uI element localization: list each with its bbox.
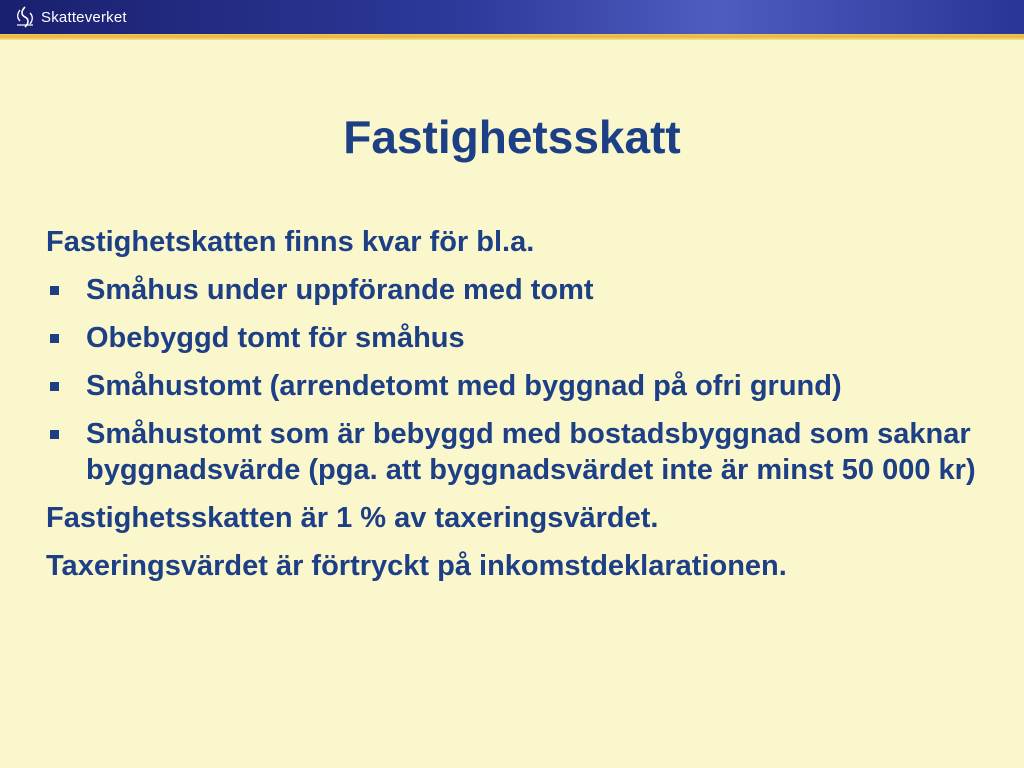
logo-text: Skatteverket — [41, 8, 127, 26]
slide-content — [46, 224, 996, 596]
list-item — [46, 320, 996, 356]
list-item — [46, 416, 996, 488]
bullet-list — [46, 272, 996, 488]
header-accent-line — [0, 34, 1024, 40]
square-bullet-icon — [50, 430, 59, 439]
bullet-text: Småhustomt som är bebyggd med bostadsbyggnad som saknar byggnadsvärde (pga. att byggnadsvärdet inte är minst 50 000 kr) — [86, 418, 976, 486]
bullet-text: Småhustomt (arrendetomt med byggnad på ofri grund) — [86, 370, 842, 402]
list-item — [46, 272, 996, 308]
header-bar — [0, 0, 1024, 34]
tax-value-text: Taxeringsvärdet är förtryckt på inkomstdeklarationen. — [46, 550, 787, 582]
square-bullet-icon — [50, 334, 59, 343]
tax-rate-text: Fastighetsskatten är 1 % av taxeringsvärdet. — [46, 502, 659, 534]
list-item — [46, 368, 996, 404]
skatteverket-logo — [14, 5, 127, 29]
crown-swirl-icon — [14, 5, 36, 29]
slide-title: Fastighetsskatt — [343, 111, 681, 163]
bullet-text: Obebyggd tomt för småhus — [86, 322, 465, 354]
intro-text: Fastighetskatten finns kvar för bl.a. — [46, 226, 535, 258]
bullet-text: Småhus under uppförande med tomt — [86, 274, 594, 306]
square-bullet-icon — [50, 286, 59, 295]
square-bullet-icon — [50, 382, 59, 391]
